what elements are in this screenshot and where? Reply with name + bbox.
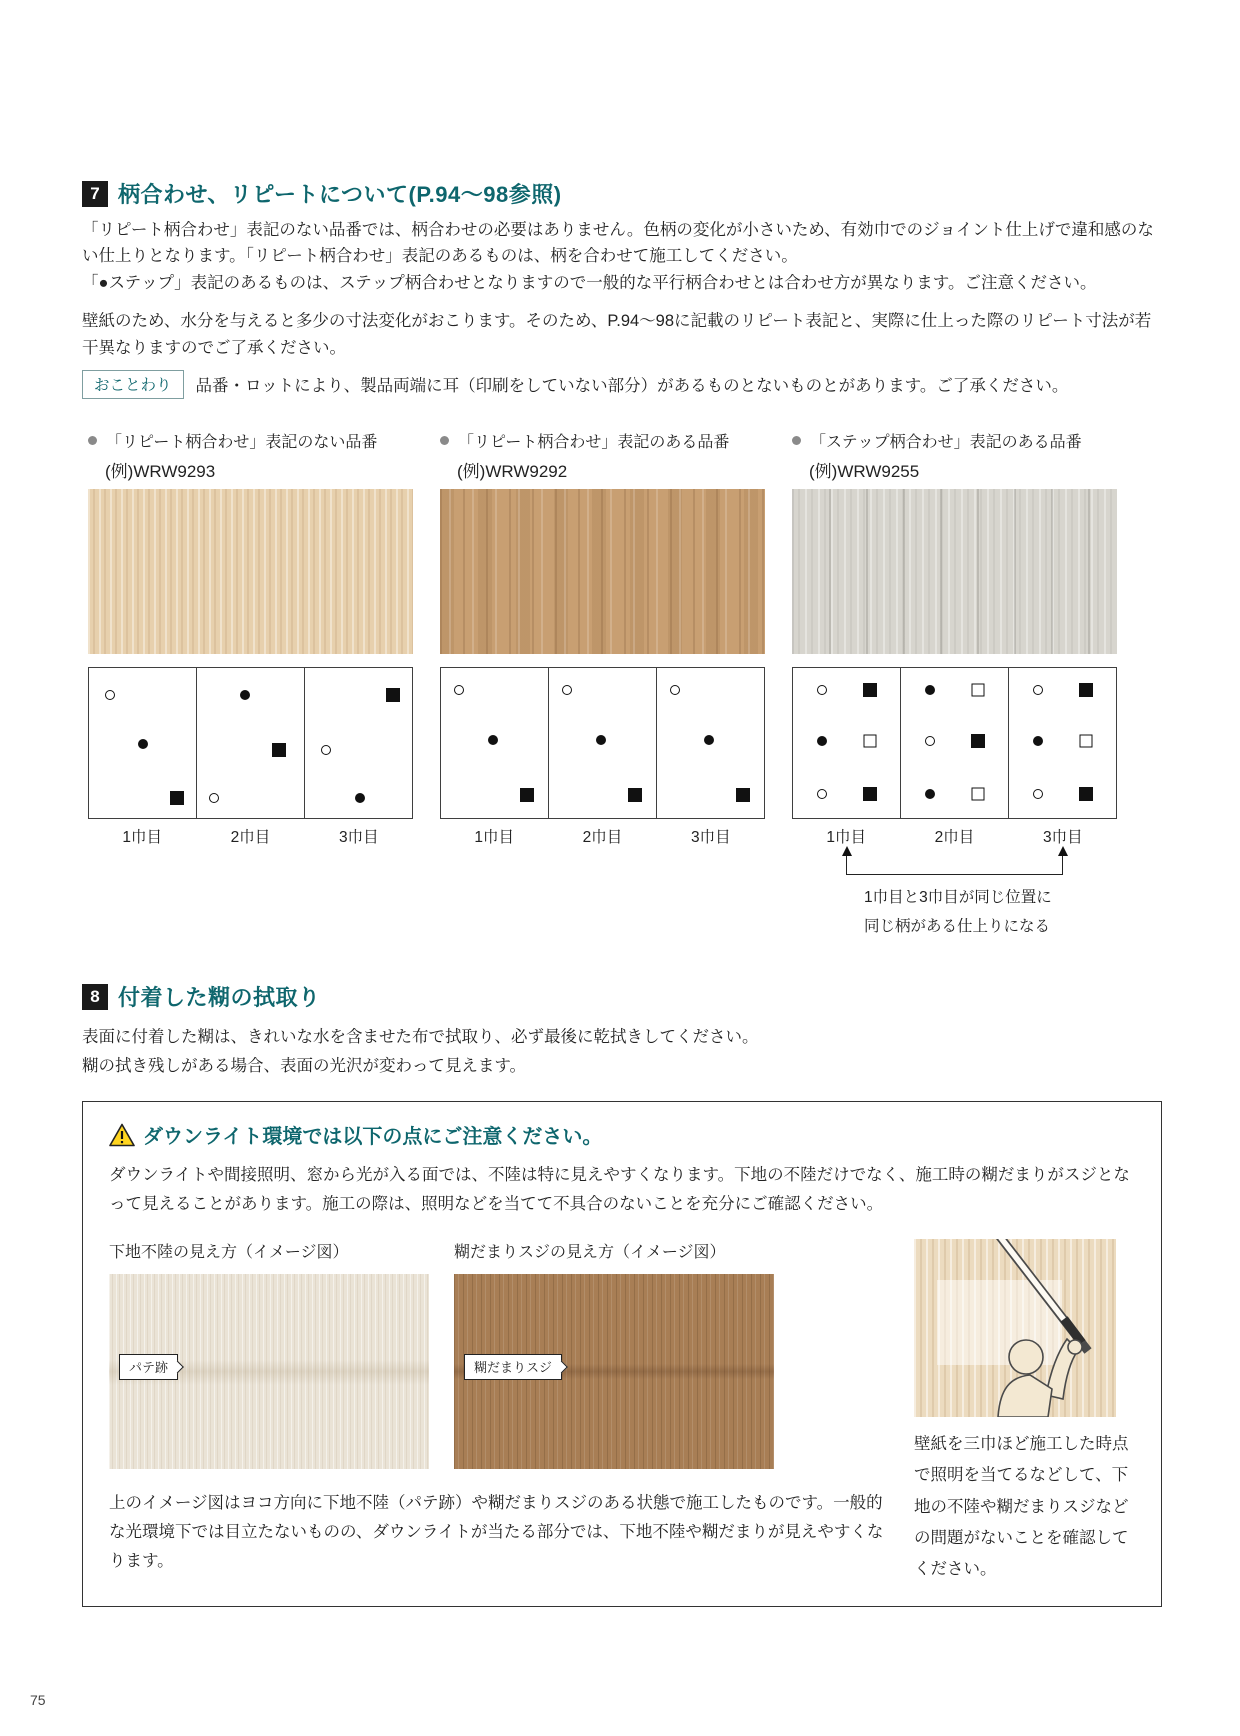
width-label: 2巾目 [230, 828, 271, 846]
filled-circle-symbol [138, 739, 148, 749]
filled-square-symbol [863, 683, 877, 697]
sample-column-no-repeat [88, 429, 413, 941]
open-circle-symbol [209, 793, 219, 803]
worker-checking-light-illustration [914, 1239, 1116, 1417]
downlight-caution-box [82, 1101, 1162, 1606]
callout-glue-streak [464, 1354, 562, 1380]
disclaimer-text: 品番・ロットにより、製品両端に耳（印刷をしていない部分）があるものとないものとがあります。ご了承ください。 [195, 377, 1069, 396]
width-label: 2巾目 [934, 828, 975, 846]
width-label: 1巾目 [826, 828, 866, 846]
sample-product-code: (例)WRW9292 [457, 461, 568, 481]
step-note-line: 同じ柄がある仕上りになる [864, 917, 1051, 935]
caption-glue-streak: 糊だまりスジの見え方（イメージ図） [454, 1243, 726, 1261]
width-label: 3巾目 [1043, 828, 1083, 846]
section7-title: 柄合わせ、リピートについて(P.94～98参照) [118, 182, 562, 207]
section7-paragraph-2: 「●ステップ」表記のあるものは、ステップ柄合わせとなりますので一般的な平行柄合わせとは合わせ方が異なります。ご注意ください。 [82, 273, 1097, 292]
open-circle-symbol [1033, 789, 1043, 799]
filled-square-symbol [170, 791, 184, 805]
filled-circle-symbol [240, 690, 250, 700]
caution-body: ダウンライトや間接照明、窓から光が入る面では、不陸は特に見えやすくなります。下地の不陸だけでなく、施工時の糊だまりがスジとなって見えることがあります。施工の際は、照明などを当てて不具合のないことを充分にご確認ください。 [109, 1166, 1130, 1213]
open-circle-symbol [454, 685, 464, 695]
width-label: 3巾目 [339, 828, 379, 846]
section7-paragraph-1: 「リピート柄合わせ」表記のない品番では、柄合わせの必要はありません。色柄の変化が小さいため、有効巾でのジョイント仕上げで違和感のない仕上りとなります。「リピート柄合わせ」表記のあるものは、柄を合わせて施工してください。 [82, 221, 1154, 266]
section8-line-2: 糊の拭き残しがある場合、表面の光沢が変わって見えます。 [82, 1056, 527, 1075]
filled-square-symbol [386, 688, 400, 702]
diagram-panel [549, 668, 657, 818]
filled-square-symbol [1079, 683, 1093, 697]
open-circle-symbol [925, 736, 935, 746]
open-circle-symbol [562, 685, 572, 695]
pattern-diagram [792, 667, 1117, 819]
filled-square-symbol [1079, 787, 1093, 801]
open-circle-symbol [105, 690, 115, 700]
filled-square-symbol [971, 734, 985, 748]
step-note-line: 1巾目と3巾目が同じ位置に [864, 888, 1052, 906]
filled-circle-symbol [596, 735, 606, 745]
open-square-symbol [864, 735, 877, 748]
sample-product-code: (例)WRW9255 [809, 461, 920, 481]
sample-heading: 「リピート柄合わせ」表記のない品番 [106, 434, 378, 452]
open-circle-symbol [670, 685, 680, 695]
page-number: 75 [30, 1692, 46, 1708]
bullet-icon [88, 436, 97, 445]
filled-square-symbol [520, 788, 534, 802]
diagram-panel [1009, 668, 1116, 818]
diagram-panel [305, 668, 412, 818]
caution-bottom-text: 上のイメージ図はヨコ方向に下地不陸（パテ跡）や糊だまりスジのある状態で施工したものです。一般的な光環境下では目立たないものの、ダウンライトが当たる部分では、下地不陸や糊だまりが見えやすくなります。 [109, 1493, 884, 1570]
pattern-diagram [440, 667, 765, 819]
disclaimer-label: おことわり [82, 370, 184, 399]
up-arrows-bracket-icon [846, 855, 1063, 875]
open-square-symbol [972, 787, 985, 800]
callout-putty-mark [119, 1354, 178, 1380]
sample-column-step [792, 429, 1117, 941]
section7-paragraph-3: 壁紙のため、水分を与えると多少の寸法変化がおこります。そのため、P.94～98に記載のリピート表記と、実際に仕上った際のリピート寸法が若干異なりますのでご了承ください。 [82, 312, 1152, 357]
wallpaper-swatch-wrw9293 [88, 489, 413, 654]
sample-heading: 「リピート柄合わせ」表記のある品番 [458, 434, 730, 452]
width-label: 3巾目 [691, 828, 731, 846]
filled-circle-symbol [355, 793, 365, 803]
diagram-panel [657, 668, 764, 818]
callout-glue-label: 糊だまりスジ [474, 1359, 553, 1375]
bullet-icon [792, 436, 801, 445]
sample-product-code: (例)WRW9293 [105, 461, 216, 481]
section8-header [82, 981, 1162, 1012]
filled-circle-symbol [704, 735, 714, 745]
open-square-symbol [1080, 735, 1093, 748]
diagram-panel [197, 668, 305, 818]
filled-square-symbol [628, 788, 642, 802]
open-circle-symbol [1033, 685, 1043, 695]
warning-triangle-icon [109, 1123, 135, 1147]
width-label: 2巾目 [582, 828, 623, 846]
worker-with-roller-icon [914, 1239, 1116, 1417]
pattern-sample-columns [88, 429, 1162, 941]
diagram-panel [901, 668, 1009, 818]
section7-number-badge: 7 [82, 181, 108, 207]
caution-right-text: 壁紙を三巾ほど施工した時点で照明を当てるなどして、下地の不陸や糊だまりスジなどの問題がないことを確認してください。 [914, 1434, 1129, 1579]
disclaimer-row [82, 370, 1162, 399]
width-label: 1巾目 [474, 828, 514, 846]
section8-title: 付着した糊の拭取り [118, 985, 321, 1011]
filled-square-symbol [736, 788, 750, 802]
glue-streak-example-image [454, 1274, 774, 1469]
open-circle-symbol [321, 745, 331, 755]
sample-column-repeat [440, 429, 765, 941]
open-circle-symbol [817, 789, 827, 799]
section8-line-1: 表面に付着した糊は、きれいな水を含ませた布で拭取り、必ず最後に乾拭きしてください。 [82, 1028, 759, 1047]
open-square-symbol [972, 684, 985, 697]
width-labels [792, 825, 1117, 847]
filled-square-symbol [863, 787, 877, 801]
wallpaper-swatch-wrw9255 [792, 489, 1117, 654]
filled-circle-symbol [1033, 736, 1043, 746]
width-label: 1巾目 [122, 828, 162, 846]
wallpaper-swatch-wrw9292 [440, 489, 765, 654]
filled-square-symbol [272, 743, 286, 757]
putty-mark-example-image [109, 1274, 429, 1469]
filled-circle-symbol [925, 685, 935, 695]
bullet-icon [440, 436, 449, 445]
filled-circle-symbol [925, 789, 935, 799]
pattern-diagram [88, 667, 413, 819]
width-labels [440, 825, 765, 847]
caution-title: ダウンライト環境では以下の点にご注意ください。 [143, 1126, 603, 1149]
step-match-bracket [792, 855, 1117, 875]
width-labels [88, 825, 413, 847]
filled-circle-symbol [488, 735, 498, 745]
caption-substrate-unevenness: 下地不陸の見え方（イメージ図） [109, 1243, 349, 1261]
filled-circle-symbol [817, 736, 827, 746]
step-match-note [864, 884, 1117, 941]
open-circle-symbol [817, 685, 827, 695]
diagram-panel [89, 668, 197, 818]
diagram-panel [441, 668, 549, 818]
section7-header [82, 178, 1162, 209]
callout-putty-label: パテ跡 [129, 1359, 169, 1375]
section8-number-badge: 8 [82, 984, 108, 1010]
sample-heading: 「ステップ柄合わせ」表記のある品番 [810, 434, 1082, 452]
diagram-panel [793, 668, 901, 818]
